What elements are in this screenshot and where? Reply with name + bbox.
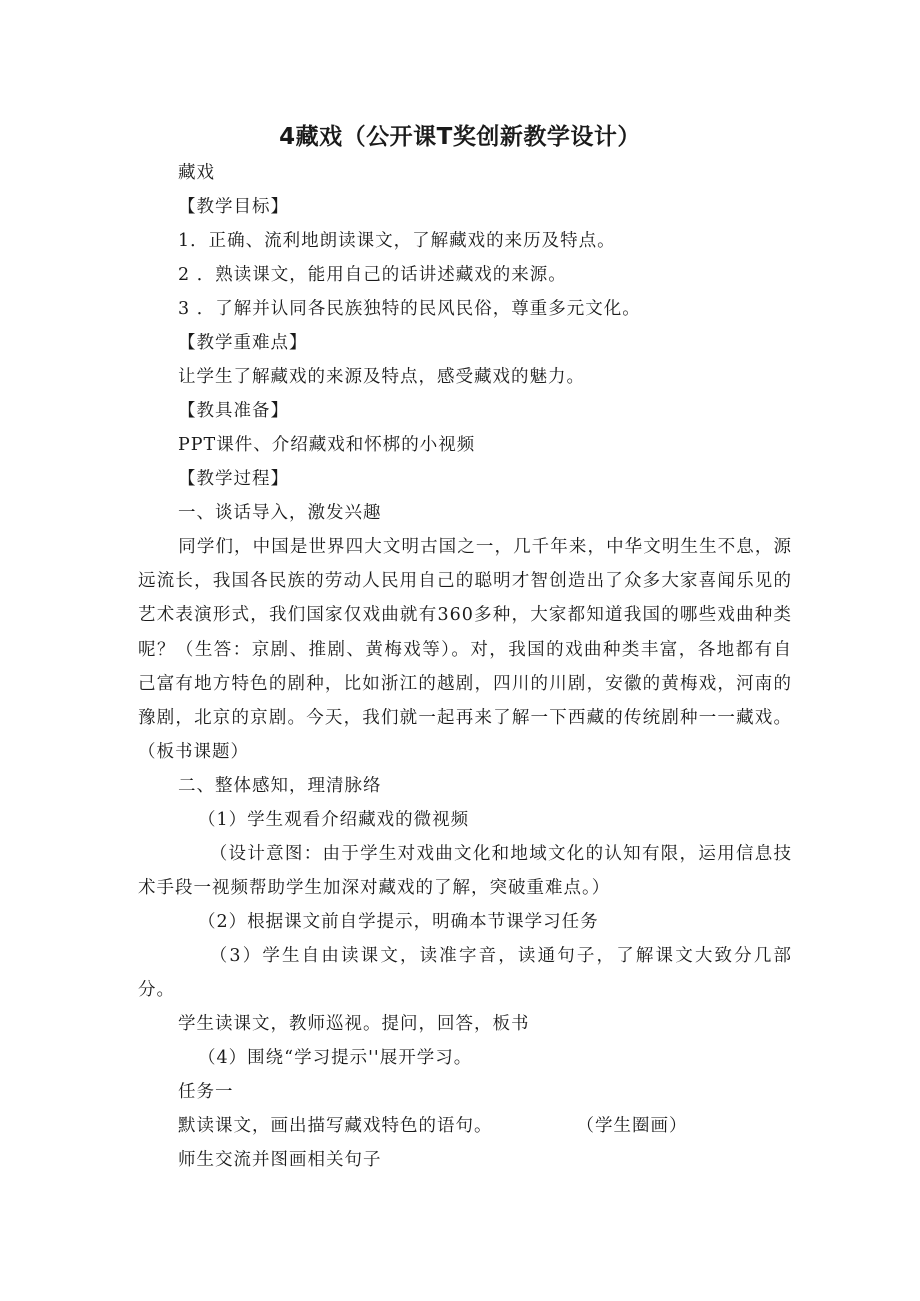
section-2-heading: 二、整体感知，理清脉络 (178, 776, 382, 796)
goals-heading: 【教学目标】 (178, 197, 289, 217)
task-1-followup: 师生交流并图画相关句子 (178, 1150, 382, 1170)
lesson-name: 藏戏 (178, 163, 215, 183)
step-3-followup: 学生读课文，教师巡视。提问，回答，板书 (178, 1014, 530, 1034)
step-1: （1）学生观看介绍藏戏的微视频 (198, 810, 470, 830)
task-1-line (178, 1109, 688, 1143)
key-points-text: 让学生了解藏戏的来源及特点，感受藏戏的魅力。 (178, 367, 585, 387)
section-1-heading: 一、谈话导入，激发兴趣 (178, 503, 382, 523)
section-1-paragraph: 同学们，中国是世界四大文明古国之一，几千年来，中华文明生生不息，源远流长，我国各民族的劳动人民用自己的聪明才智创造出了众多大家喜闻乐见的艺术表演形式，我们国家仅戏曲就有360多种，大家都知道我国的哪些戏曲种类呢？（生答：京剧、推剧、黄梅戏等）。对，我国的戏曲种类丰富，各地都有自己富有地方特色的剧种，比如浙江的越剧，四川的川剧，安徽的黄梅戏，河南的豫剧，北京的京剧。今天，我们就一起再来了解一下西藏的传统剧种一一藏戏。（板书课题） (138, 537, 792, 763)
document-title: 4藏戏（公开课T奖创新教学设计） (279, 124, 641, 150)
key-points-heading: 【教学重难点】 (178, 333, 308, 353)
tools-heading: 【教具准备】 (178, 401, 289, 421)
goal-item-3: 3 ．了解并认同各民族独特的民风民俗，尊重多元文化。 (178, 299, 641, 319)
task-1-text: 默读课文，画出描写藏戏特色的语句。 (178, 1116, 493, 1136)
goal-item-2: 2 ．熟读课文，能用自己的话讲述藏戏的来源。 (178, 265, 567, 285)
step-3: （3）学生自由读课文，读准字音，读通句子，了解课文大致分几部分。 (138, 946, 792, 1001)
design-note: （设计意图：由于学生对戏曲文化和地域文化的认知有限，运用信息技术手段一视频帮助学生加深对藏戏的了解，突破重难点。） (138, 844, 792, 899)
step-4: （4）围绕“学习提示''展开学习。 (198, 1048, 473, 1068)
task-1-note: （学生圈画） (576, 1116, 688, 1136)
goal-item-1: 1．正确、流利地朗读课文，了解藏戏的来历及特点。 (178, 231, 616, 251)
process-heading: 【教学过程】 (178, 469, 289, 489)
step-2: （2）根据课文前自学提示，明确本节课学习任务 (198, 912, 599, 932)
task-1-heading: 任务一 (178, 1082, 234, 1102)
tools-text: PPT课件、介绍藏戏和怀梆的小视频 (178, 435, 476, 455)
